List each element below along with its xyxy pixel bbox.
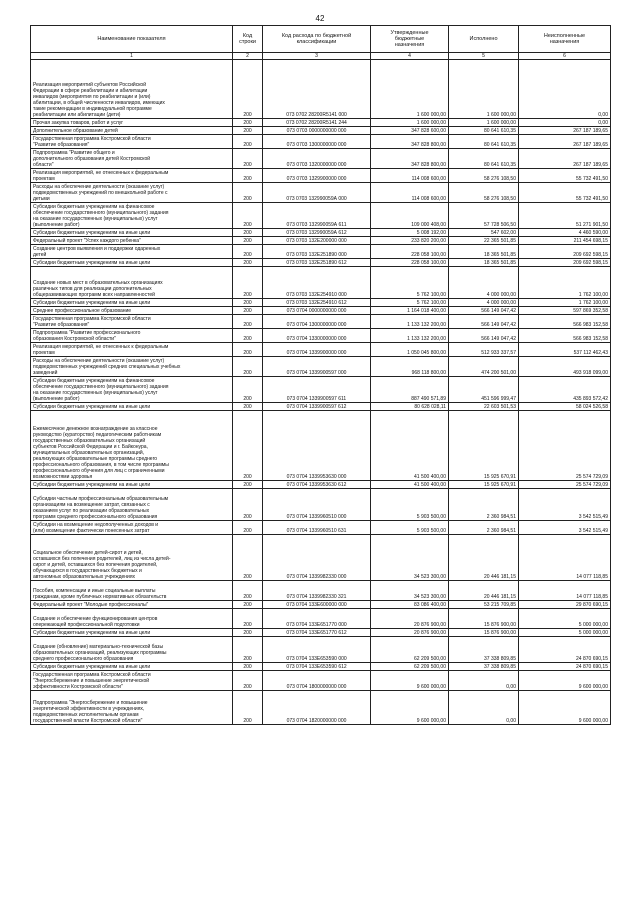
row-name: Субсидии бюджетным учреждениям на иные цели [31, 229, 233, 237]
executed-amount: 4 000 000,00 [449, 267, 519, 299]
table-row [31, 481, 611, 489]
table-row [31, 245, 611, 259]
table-row [31, 581, 611, 601]
row-name: Государственная программа Костромской области "Развитие образования" [31, 315, 233, 329]
line-code: 200 [233, 135, 263, 149]
executed-amount: 451 596 999,47 [449, 377, 519, 403]
planned-amount: 5 762 100,00 [371, 299, 449, 307]
unexecuted-amount: 3 542 515,49 [519, 489, 611, 521]
row-name: Субсидии бюджетным учреждениям на иные цели [31, 663, 233, 671]
table-row [31, 119, 611, 127]
column-number: 4 [371, 53, 449, 60]
table-row [31, 127, 611, 135]
table-row [31, 691, 611, 725]
planned-amount: 80 628 028,11 [371, 403, 449, 411]
planned-amount: 20 876 900,00 [371, 629, 449, 637]
executed-amount: 2 360 984,51 [449, 521, 519, 535]
budget-code: 073 0703 132Е254910 000 [263, 267, 371, 299]
header-executed: Исполнено [449, 26, 519, 53]
executed-amount: 0,00 [449, 691, 519, 725]
unexecuted-amount: 14 077 118,85 [519, 581, 611, 601]
page-number: 42 [315, 14, 325, 23]
line-code: 200 [233, 671, 263, 691]
executed-amount: 15 876 900,00 [449, 609, 519, 629]
row-name: Подпрограмма "Развитие профессионального образования Костромской области" [31, 329, 233, 343]
row-name: Создание и обеспечение функционирования центров опережающей профессиональной подготовки [31, 609, 233, 629]
executed-amount: 4 000 000,00 [449, 299, 519, 307]
planned-amount: 228 058 100,00 [371, 245, 449, 259]
planned-amount: 34 523 300,00 [371, 535, 449, 581]
row-name: Субсидии частным профессиональным образовательным организациям на возмещение затрат, связанных с оказанием услуг по реализации образовательных программ среднего профессионального образования [31, 489, 233, 521]
table-row [31, 169, 611, 183]
unexecuted-amount: 267 187 189,65 [519, 127, 611, 135]
unexecuted-amount: 493 918 099,00 [519, 357, 611, 377]
line-code: 200 [233, 343, 263, 357]
executed-amount: 80 641 610,35 [449, 149, 519, 169]
table-row [31, 377, 611, 403]
column-number-row [31, 53, 611, 60]
planned-amount: 5 762 100,00 [371, 267, 449, 299]
unexecuted-amount: 58 024 526,58 [519, 403, 611, 411]
row-name: Создание центров выявления и поддержки одаренных детей [31, 245, 233, 259]
unexecuted-amount: 25 574 729,09 [519, 481, 611, 489]
table-row [31, 299, 611, 307]
row-name: Создание новых мест в образовательных организациях различных типов для реализации дополнительных общеразвивающих программ всех направленностей [31, 267, 233, 299]
row-name: Государственная программа Костромской области "Развитие образования" [31, 135, 233, 149]
unexecuted-amount: 1 762 100,00 [519, 267, 611, 299]
table-row [31, 60, 611, 119]
row-name: Субсидии на возмещение недополученных доходов и (или) возмещение фактически понесенных затрат [31, 521, 233, 535]
unexecuted-amount: 566 983 152,58 [519, 329, 611, 343]
budget-code: 073 0704 1339982330 000 [263, 535, 371, 581]
column-number: 3 [263, 53, 371, 60]
line-code: 200 [233, 259, 263, 267]
executed-amount: 566 149 047,42 [449, 329, 519, 343]
executed-amount: 37 338 809,85 [449, 637, 519, 663]
line-code: 200 [233, 357, 263, 377]
table-row [31, 135, 611, 149]
budget-code: 073 0703 132Е251890 000 [263, 245, 371, 259]
planned-amount: 114 008 600,00 [371, 183, 449, 203]
row-name: Субсидии бюджетным учреждениям на финансовое обеспечение государственного (муниципального) задания на оказание государственных (муниципальных) услуг (выполнение работ) [31, 203, 233, 229]
budget-code: 073 0704 1820000000 000 [263, 691, 371, 725]
planned-amount: 968 118 800,00 [371, 357, 449, 377]
header-line-code: Код строки [233, 26, 263, 53]
budget-code: 073 0703 1320000000 000 [263, 149, 371, 169]
table-row [31, 629, 611, 637]
executed-amount: 20 446 181,15 [449, 581, 519, 601]
table-row [31, 329, 611, 343]
table-row [31, 601, 611, 609]
line-code: 200 [233, 411, 263, 481]
line-code: 200 [233, 149, 263, 169]
row-name: Субсидии бюджетным учреждениям на иные цели [31, 403, 233, 411]
executed-amount: 512 933 337,57 [449, 343, 519, 357]
budget-code: 073 0703 132990059А 000 [263, 183, 371, 203]
executed-amount: 18 365 501,85 [449, 245, 519, 259]
unexecuted-amount: 209 692 598,15 [519, 245, 611, 259]
budget-code: 073 0703 0000000000 000 [263, 127, 371, 135]
budget-code: 073 0704 1339953630 000 [263, 411, 371, 481]
row-name: Расходы на обеспечение деятельности (оказание услуг) подведомственных учреждений средних специальных учебных заведений [31, 357, 233, 377]
line-code: 200 [233, 535, 263, 581]
executed-amount: 1 600 000,00 [449, 119, 519, 127]
planned-amount: 1 164 018 400,00 [371, 307, 449, 315]
line-code: 200 [233, 581, 263, 601]
budget-code: 073 0704 0000000000 000 [263, 307, 371, 315]
executed-amount: 566 149 047,42 [449, 307, 519, 315]
executed-amount: 547 602,00 [449, 229, 519, 237]
line-code: 200 [233, 119, 263, 127]
line-code: 200 [233, 315, 263, 329]
table-row [31, 403, 611, 411]
budget-code: 073 0702 28200R5141 000 [263, 60, 371, 119]
planned-amount: 347 828 600,00 [371, 127, 449, 135]
row-name: Дополнительное образование детей [31, 127, 233, 135]
planned-amount: 34 523 300,00 [371, 581, 449, 601]
line-code: 200 [233, 127, 263, 135]
executed-amount: 58 276 108,50 [449, 169, 519, 183]
unexecuted-amount: 537 112 462,43 [519, 343, 611, 357]
executed-amount: 0,00 [449, 671, 519, 691]
executed-amount: 474 200 501,00 [449, 357, 519, 377]
unexecuted-amount: 9 600 000,00 [519, 691, 611, 725]
table-row [31, 411, 611, 481]
planned-amount: 1 133 132 200,00 [371, 329, 449, 343]
planned-amount: 5 903 500,00 [371, 489, 449, 521]
unexecuted-amount: 1 762 100,00 [519, 299, 611, 307]
budget-code: 073 0704 1339982330 321 [263, 581, 371, 601]
row-name: Ежемесячное денежное вознаграждение за классное руководство (кураторство) педагогическим работникам государственных образовательных организаций субъектов Российской Федерации и г. Байконура, муниципальных образовательных организаций, реализующих образовательные программы среднего профессионального образования, в том числе программы профессионального обучения для лиц с ограниченными возможностями здоровья [31, 411, 233, 481]
table-row [31, 149, 611, 169]
unexecuted-amount: 55 732 491,50 [519, 183, 611, 203]
line-code: 200 [233, 203, 263, 229]
planned-amount: 1 600 000,00 [371, 60, 449, 119]
budget-code: 073 0704 1330000000 000 [263, 329, 371, 343]
budget-code: 073 0704 133Е651770 612 [263, 629, 371, 637]
executed-amount: 53 215 709,85 [449, 601, 519, 609]
budget-code: 073 0704 1339900597 611 [263, 377, 371, 403]
planned-amount: 347 828 800,00 [371, 149, 449, 169]
unexecuted-amount: 267 187 189,65 [519, 149, 611, 169]
row-name: Подпрограмма "Энергосбережение и повышение энергетической эффективности в учреждениях, подведомственных исполнительным органам государственной власти Костромской области" [31, 691, 233, 725]
line-code: 200 [233, 481, 263, 489]
table-row [31, 307, 611, 315]
unexecuted-amount: 3 542 515,49 [519, 521, 611, 535]
planned-amount: 887 490 571,89 [371, 377, 449, 403]
unexecuted-amount: 5 000 000,00 [519, 609, 611, 629]
table-row [31, 203, 611, 229]
budget-execution-table [30, 25, 611, 725]
column-number: 1 [31, 53, 233, 60]
line-code: 200 [233, 637, 263, 663]
budget-code: 073 0703 1300000000 000 [263, 135, 371, 149]
row-name: Субсидии бюджетным учреждениям на иные цели [31, 259, 233, 267]
unexecuted-amount: 51 271 901,50 [519, 203, 611, 229]
executed-amount: 80 641 610,35 [449, 135, 519, 149]
line-code: 200 [233, 329, 263, 343]
row-name: Субсидии бюджетным учреждениям на иные цели [31, 481, 233, 489]
column-number: 5 [449, 53, 519, 60]
executed-amount: 57 728 506,50 [449, 203, 519, 229]
row-name: Реализация мероприятий, не отнесенных к федеральным проектам [31, 343, 233, 357]
table-row [31, 489, 611, 521]
executed-amount: 80 641 610,35 [449, 127, 519, 135]
row-name: Прочая закупка товаров, работ и услуг [31, 119, 233, 127]
budget-code: 073 0703 1329900000 000 [263, 169, 371, 183]
table-row [31, 229, 611, 237]
header-name: Наименование показателя [31, 26, 233, 53]
budget-code: 073 0703 132Е254910 612 [263, 299, 371, 307]
budget-code: 073 0704 1339960510 631 [263, 521, 371, 535]
planned-amount: 1 600 000,00 [371, 119, 449, 127]
line-code: 200 [233, 691, 263, 725]
line-code: 200 [233, 609, 263, 629]
row-name: Подпрограмма "Развитие общего и дополнительного образования детей Костромской области" [31, 149, 233, 169]
planned-amount: 1 133 132 200,00 [371, 315, 449, 329]
row-name: Социальное обеспечение детей-сирот и детей, оставшихся без попечения родителей, лиц из числа детей- сирот и детей, оставшихся без попечения родителей, обучающихся в государственных бюджетных и автономных образовательных учреждениях [31, 535, 233, 581]
table-row [31, 609, 611, 629]
budget-code: 073 0703 132990059А 611 [263, 203, 371, 229]
planned-amount: 5 903 500,00 [371, 521, 449, 535]
row-name: Федеральный проект "Успех каждого ребенка" [31, 237, 233, 245]
table-row [31, 521, 611, 535]
table-row [31, 637, 611, 663]
executed-amount: 566 149 047,42 [449, 315, 519, 329]
line-code: 200 [233, 377, 263, 403]
executed-amount: 15 925 670,91 [449, 481, 519, 489]
unexecuted-amount: 25 574 729,09 [519, 411, 611, 481]
executed-amount: 15 876 900,00 [449, 629, 519, 637]
planned-amount: 347 828 800,00 [371, 135, 449, 149]
unexecuted-amount: 566 983 152,58 [519, 315, 611, 329]
budget-code: 073 0704 133Е653590 000 [263, 637, 371, 663]
budget-code: 073 0703 132990059А 612 [263, 229, 371, 237]
line-code: 200 [233, 521, 263, 535]
budget-code: 073 0704 133Е653590 612 [263, 663, 371, 671]
planned-amount: 233 820 200,00 [371, 237, 449, 245]
header-planned: Утвержденные бюджетные назначения [371, 26, 449, 53]
unexecuted-amount: 211 454 698,15 [519, 237, 611, 245]
budget-code: 073 0704 1339953630 612 [263, 481, 371, 489]
table-row [31, 535, 611, 581]
budget-code: 073 0704 1300000000 000 [263, 315, 371, 329]
header-budget-code: Код расхода по бюджетной классификации [263, 26, 371, 53]
executed-amount: 15 925 670,91 [449, 411, 519, 481]
unexecuted-amount: 5 000 000,00 [519, 629, 611, 637]
unexecuted-amount: 0,00 [519, 60, 611, 119]
unexecuted-amount: 209 692 598,15 [519, 259, 611, 267]
unexecuted-amount: 435 893 572,42 [519, 377, 611, 403]
line-code: 200 [233, 629, 263, 637]
row-name: Расходы на обеспечение деятельности (оказание услуг) подведомственных учреждений по внешкольной работе с детьми [31, 183, 233, 203]
column-number: 2 [233, 53, 263, 60]
line-code: 200 [233, 60, 263, 119]
unexecuted-amount: 14 077 118,85 [519, 535, 611, 581]
planned-amount: 41 500 400,00 [371, 481, 449, 489]
line-code: 200 [233, 169, 263, 183]
planned-amount: 228 058 100,00 [371, 259, 449, 267]
planned-amount: 114 008 600,00 [371, 169, 449, 183]
planned-amount: 109 000 408,00 [371, 203, 449, 229]
table-row [31, 267, 611, 299]
row-name: Реализация мероприятий субъектов Российской Федерации в сфере реабилитации и абилитации инвалидов (мероприятия по реабилитации и (или) абилитации, в общей численности инвалидов, имеющих такие рекомендации в индивидуальной программе реабилитации или абилитации (дети) [31, 60, 233, 119]
planned-amount: 5 008 192,00 [371, 229, 449, 237]
table-row [31, 315, 611, 329]
executed-amount: 2 360 984,51 [449, 489, 519, 521]
row-name: Среднее профессиональное образование [31, 307, 233, 315]
budget-code: 073 0702 28200R5141 244 [263, 119, 371, 127]
budget-code: 073 0704 1339900000 000 [263, 343, 371, 357]
line-code: 200 [233, 307, 263, 315]
budget-code: 073 0703 132Е251890 612 [263, 259, 371, 267]
executed-amount: 18 365 501,85 [449, 259, 519, 267]
line-code: 200 [233, 489, 263, 521]
planned-amount: 1 050 045 800,00 [371, 343, 449, 357]
row-name: Федеральный проект "Молодые профессионалы" [31, 601, 233, 609]
planned-amount: 9 600 000,00 [371, 671, 449, 691]
executed-amount: 58 276 108,50 [449, 183, 519, 203]
unexecuted-amount: 24 870 690,15 [519, 637, 611, 663]
table-row [31, 237, 611, 245]
line-code: 200 [233, 229, 263, 237]
table-row [31, 343, 611, 357]
unexecuted-amount: 9 600 000,00 [519, 671, 611, 691]
table-header-row [31, 26, 611, 53]
executed-amount: 37 338 809,85 [449, 663, 519, 671]
table-row [31, 259, 611, 267]
table-row [31, 663, 611, 671]
unexecuted-amount: 55 732 491,50 [519, 169, 611, 183]
line-code: 200 [233, 183, 263, 203]
line-code: 200 [233, 299, 263, 307]
row-name: Субсидии бюджетным учреждениям на иные цели [31, 299, 233, 307]
executed-amount: 22 603 501,53 [449, 403, 519, 411]
row-name: Субсидии бюджетным учреждениям на иные цели [31, 629, 233, 637]
header-unexecuted: Неисполненные назначения [519, 26, 611, 53]
executed-amount: 20 446 181,15 [449, 535, 519, 581]
budget-code: 073 0704 1339900597 000 [263, 357, 371, 377]
unexecuted-amount: 24 870 690,15 [519, 663, 611, 671]
table-row [31, 183, 611, 203]
unexecuted-amount: 4 460 590,00 [519, 229, 611, 237]
row-name: Реализация мероприятий, не отнесенных к федеральным проектам [31, 169, 233, 183]
budget-code: 073 0704 1800000000 000 [263, 671, 371, 691]
planned-amount: 62 209 500,00 [371, 637, 449, 663]
line-code: 200 [233, 267, 263, 299]
budget-code: 073 0704 1339960510 000 [263, 489, 371, 521]
row-name: Государственная программа Костромской области "Энергосбережение и повышение энергетической эффективности Костромской области" [31, 671, 233, 691]
unexecuted-amount: 597 869 352,58 [519, 307, 611, 315]
row-name: Создание (обновление) материально-технической базы образовательных организаций, реализующих программы среднего профессионального образования [31, 637, 233, 663]
budget-code: 073 0703 132Е200000 000 [263, 237, 371, 245]
planned-amount: 20 876 900,00 [371, 609, 449, 629]
row-name: Субсидии бюджетным учреждениям на финансовое обеспечение государственного (муниципального) задания на оказание государственных (муниципальных) услуг (выполнение работ) [31, 377, 233, 403]
unexecuted-amount: 267 187 189,65 [519, 135, 611, 149]
line-code: 200 [233, 403, 263, 411]
planned-amount: 62 209 500,00 [371, 663, 449, 671]
row-name: Пособия, компенсации и иные социальные выплаты гражданам, кроме публичных нормативных обязательств [31, 581, 233, 601]
unexecuted-amount: 0,00 [519, 119, 611, 127]
line-code: 200 [233, 663, 263, 671]
executed-amount: 22 365 501,85 [449, 237, 519, 245]
column-number: 6 [519, 53, 611, 60]
planned-amount: 83 086 400,00 [371, 601, 449, 609]
budget-code: 073 0704 1339900597 612 [263, 403, 371, 411]
table-row [31, 671, 611, 691]
budget-code: 073 0704 133Е600000 000 [263, 601, 371, 609]
budget-code: 073 0704 133Е651770 000 [263, 609, 371, 629]
line-code: 200 [233, 601, 263, 609]
unexecuted-amount: 29 870 690,15 [519, 601, 611, 609]
planned-amount: 9 600 000,00 [371, 691, 449, 725]
table-row [31, 357, 611, 377]
line-code: 200 [233, 245, 263, 259]
planned-amount: 41 500 400,00 [371, 411, 449, 481]
line-code: 200 [233, 237, 263, 245]
executed-amount: 1 600 000,00 [449, 60, 519, 119]
